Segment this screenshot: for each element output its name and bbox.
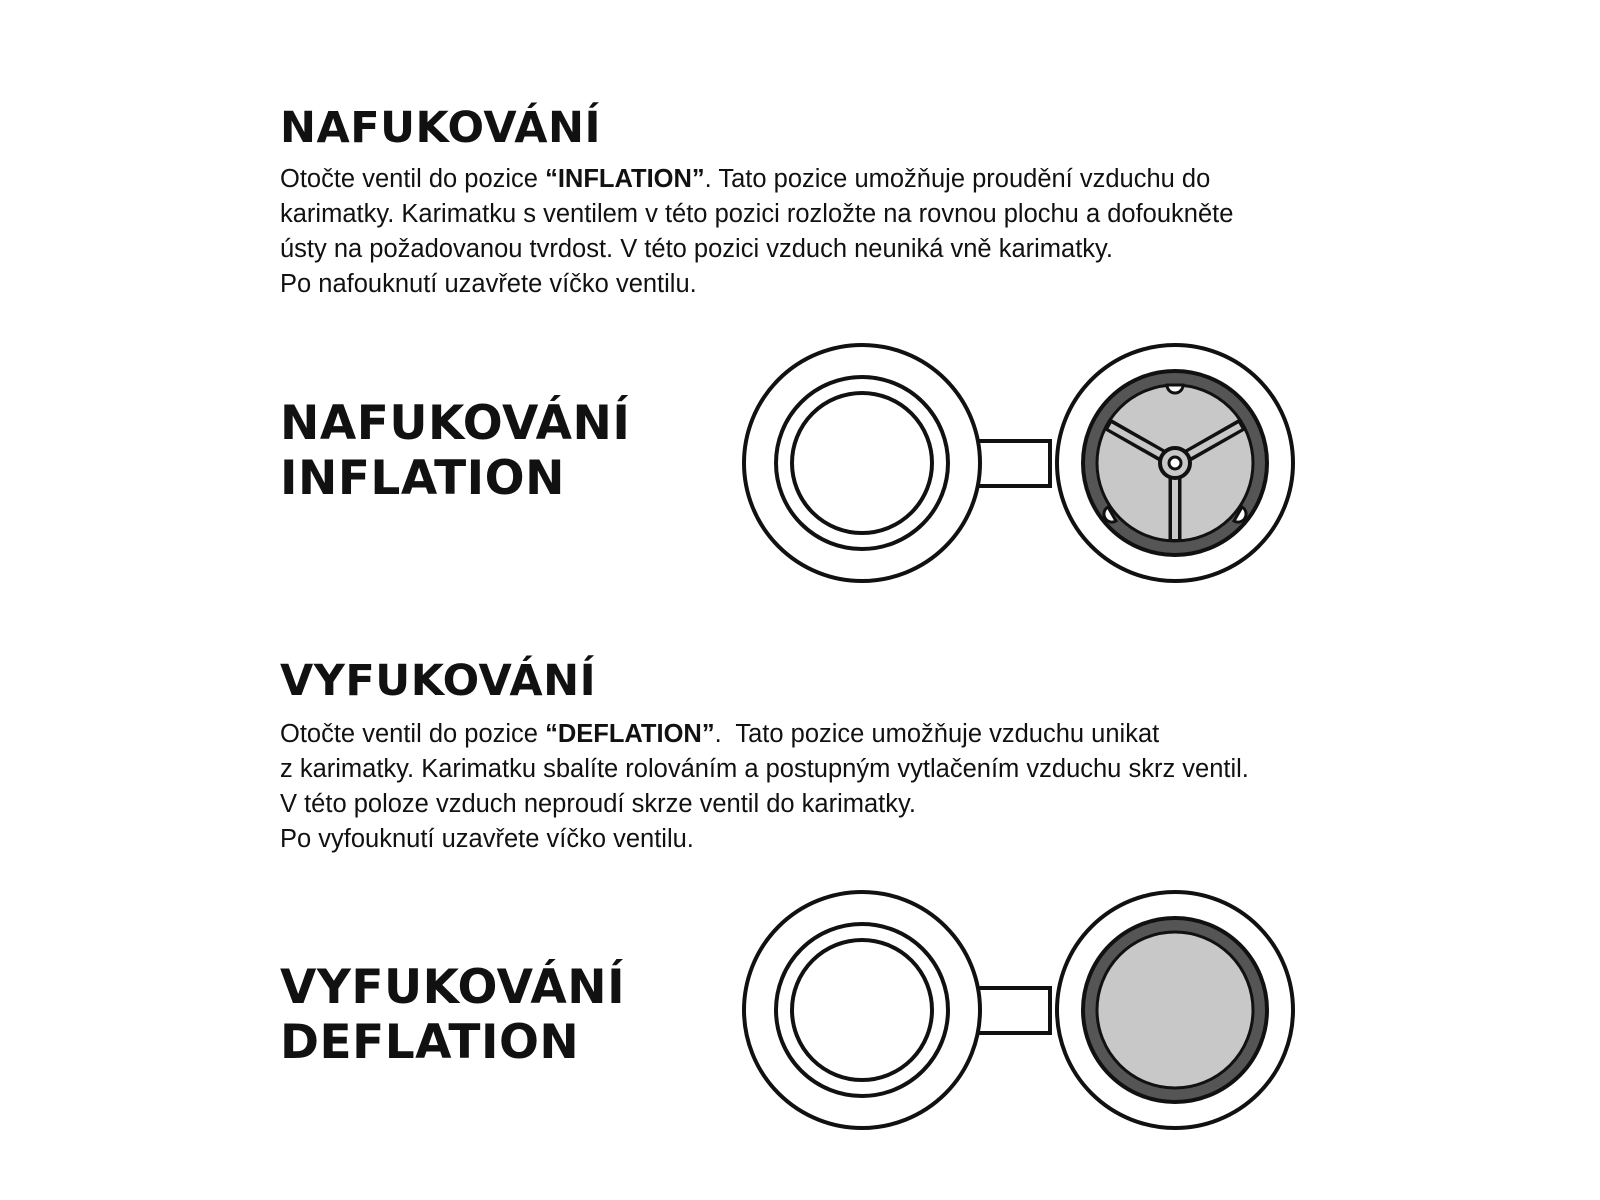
valve-inflation-position-icon [740, 343, 1320, 593]
valve-connector [970, 988, 1050, 1033]
deflation-label-english: DEFLATION [280, 1015, 580, 1070]
inflation-position-label [280, 396, 630, 506]
inflation-instructions-line-3: ústy na požadovanou tvrdost. V této pozici vzduch neuniká vně karimatky. [280, 235, 1113, 263]
inflation-instructions-line-4: Po nafouknutí uzavřete víčko ventilu. [280, 270, 697, 298]
inflation-heading: NAFUKOVÁNÍ [280, 103, 601, 153]
valve-connector [970, 441, 1050, 486]
deflation-text-end: . Tato pozice umožňuje vzduchu unikat [714, 720, 1160, 748]
deflation-instructions-line-4: Po vyfouknutí uzavřete víčko ventilu. [280, 825, 694, 853]
inflation-label-english: INFLATION [280, 451, 565, 506]
deflation-keyword: “DEFLATION” [545, 720, 715, 748]
deflation-position-label [280, 960, 625, 1070]
inflation-instructions-line-2: karimatky. Karimatku s ventilem v této pozici rozložte na rovnou plochu a dofoukněte [280, 200, 1234, 228]
valve-deflation-position-icon [740, 890, 1320, 1140]
deflation-heading: VYFUKOVÁNÍ [280, 656, 597, 706]
deflation-text-start: Otočte ventil do pozice [280, 720, 546, 748]
inflation-label-czech: NAFUKOVÁNÍ [280, 396, 631, 451]
valve-hub-center [1169, 457, 1181, 469]
valve-cap-inner [792, 940, 932, 1080]
deflation-instructions [280, 717, 1400, 857]
inflation-instructions-line-1 [280, 162, 1400, 197]
inflation-text-end: . Tato pozice umožňuje proudění vzduchu do [704, 165, 1211, 193]
valve-body-chamber [1097, 932, 1253, 1088]
deflation-label-czech: VYFUKOVÁNÍ [280, 960, 626, 1015]
deflation-instructions-line-1 [280, 717, 1400, 752]
valve-cap-inner [792, 393, 932, 533]
deflation-instructions-line-2: z karimatky. Karimatku sbalíte rolováním a postupným vytlačením vzduchu skrz ventil. [280, 755, 1249, 783]
inflation-keyword: “INFLATION” [545, 165, 705, 193]
inflation-instructions [280, 162, 1400, 302]
deflation-instructions-line-3: V této poloze vzduch neproudí skrze ventil do karimatky. [280, 790, 916, 818]
inflation-text-start: Otočte ventil do pozice [280, 165, 546, 193]
